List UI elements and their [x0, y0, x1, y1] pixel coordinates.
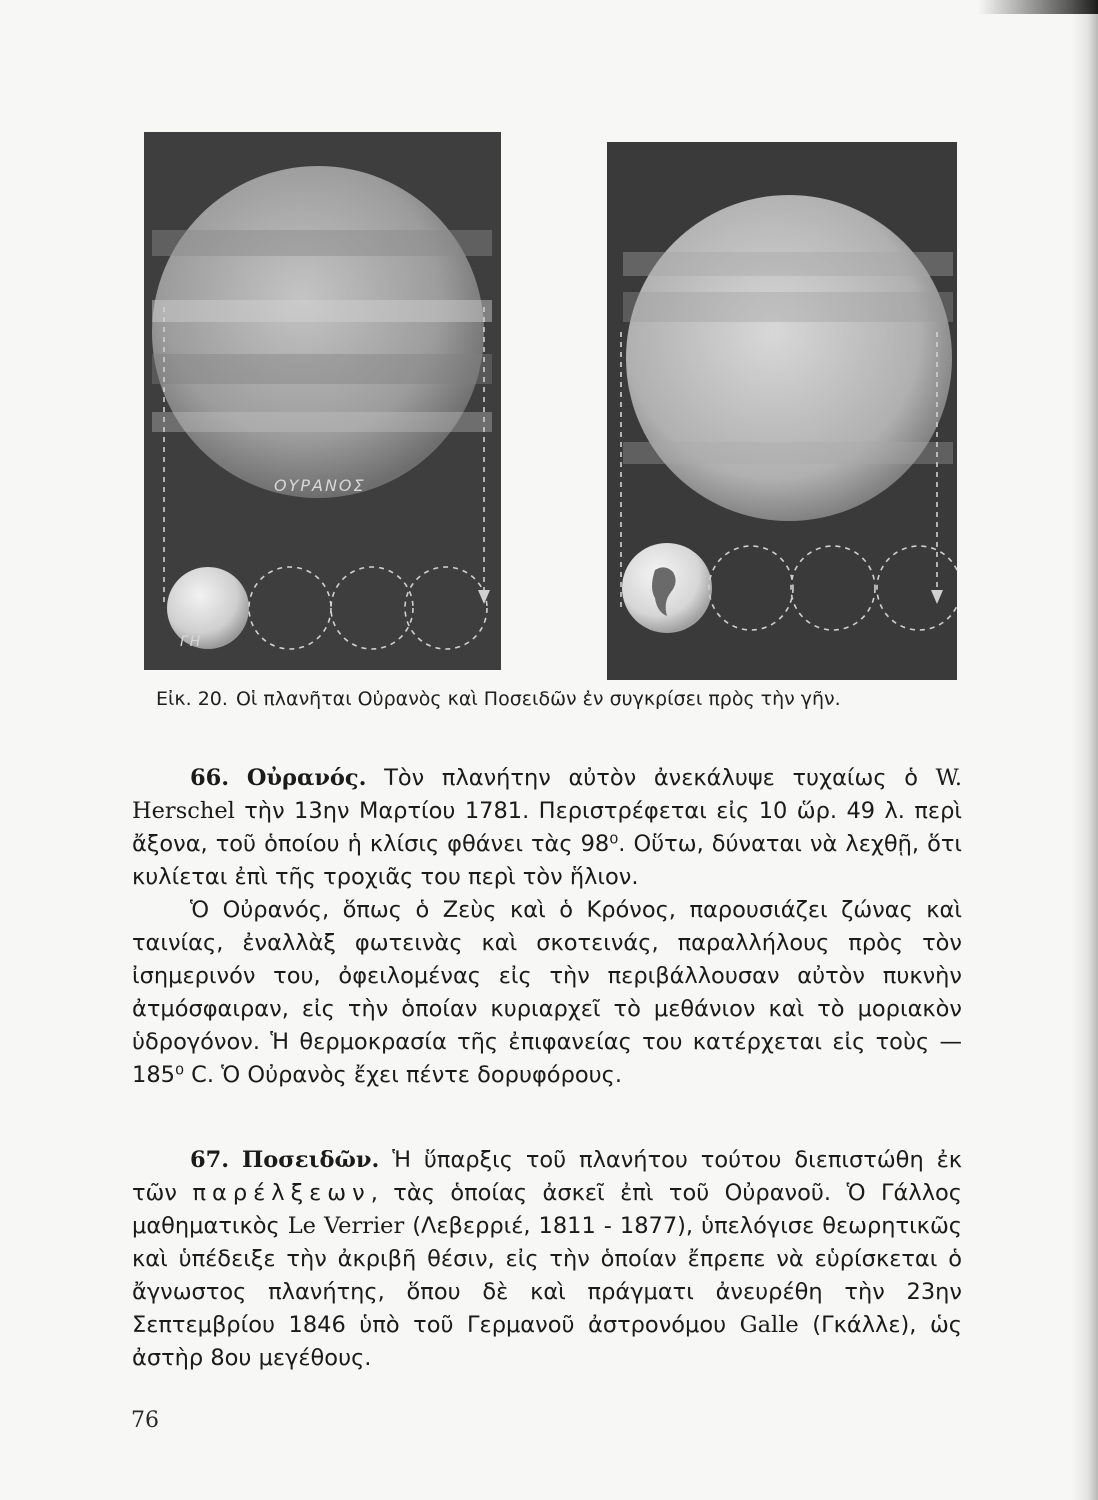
section-67-text-part4: (Γκάλλε), ὡς ἀστὴρ 8ου μεγέθους. [132, 1312, 962, 1371]
figure-number: Εἰκ. 20. [156, 688, 228, 710]
spaced-emphasis-word: παρέλξεων [192, 1180, 371, 1206]
neptune-dark-band [623, 292, 953, 322]
section-67-text-part2: , τὰς ὁποίας ἀσκεῖ ἐπὶ τοῦ Οὐρανοῦ. Ὁ Γάλλος μαθηματικὸς [132, 1180, 962, 1239]
section-67-number: 67. [190, 1147, 230, 1173]
section-67-text-part1: Ἡ ὕπαρξις τοῦ πλανήτου τούτου διεπιστώθη ἐκ τῶν [132, 1147, 963, 1206]
figure-caption [156, 688, 956, 710]
mathematician-name: Le Verrier [287, 1213, 405, 1239]
section-66-text-part1: Τὸν πλανήτην αὐτὸν ἀνεκάλυψε τυχαίως ὁ [384, 765, 918, 791]
uranus-plate [144, 132, 501, 670]
page-number: 76 [131, 1408, 159, 1433]
neptune-dark-band [623, 252, 953, 276]
page-corner-shadow [978, 0, 1098, 14]
uranus-dark-band [152, 354, 492, 384]
section-66-paragraph-2: Ὁ Οὐρανός, ὅπως ὁ Ζεὺς καὶ ὁ Κρόνος, παρουσιάζει ζώνας καὶ ταινίας, ἐναλλὰξ φωτεινὰς καὶ σκοτεινάς, παραλλήλους πρὸς τὸν ἰσημερινόν του, ὀφειλομένας εἰς τὴν περιβάλλουσαν αὐτὸν πυκνὴν ἀτμόσφαιραν, εἰς τὴν ὁποίαν κυριαρχεῖ τὸ μεθάνιον καὶ τὸ μοριακὸν ὑδρογόνον. Ἡ θερμοκρασία τῆς ἐπιφανείας του κατέρχεται εἰς τοὺς — 185⁰ C. Ὁ Οὐρανὸς ἔχει πέντε δορυφόρους. [132, 897, 962, 1088]
uranus-dark-band [152, 230, 492, 256]
section-66-text-part2: τὴν 13ην Μαρτίου 1781. Περιστρέφεται εἰς 10 ὥρ. 49 λ. περὶ ἄξονα, τοῦ ὁποίου ἡ κλίσις φθάνει τὰς 98⁰. Οὕτω, δύναται νὰ λεχθῇ, ὅτι κυλίεται ἐπὶ τῆς τροχιᾶς του περὶ τὸν ἥλιον. [132, 798, 962, 890]
section-66-paragraph-1 [132, 762, 962, 894]
uranus-label: ΟΥΡΑΝΟΣ [274, 476, 366, 495]
earth-label: ΓΗ [180, 634, 203, 650]
section-66-number: 66. [190, 765, 230, 791]
section-67-title: Ποσειδῶν. [242, 1147, 380, 1173]
uranus-disc [152, 166, 484, 498]
neptune-dark-band [623, 442, 953, 464]
section-67-text-part3: (Λεβερριέ, 1811 - 1877), ὑπελόγισε θεωρητικῶς καὶ ὑπέδειξε τὴν ἀκριβῆ θέσιν, εἰς τὴν ὁποίαν ἔπρεπε νὰ εὑρίσκεται ὁ ἄγνωστος πλανήτης, ὅπου δὲ καὶ πράγματι ἀνευρέθη τὴν 23ην Σεπτεμβρίου 1846 ὑπὸ τοῦ Γερμανοῦ ἀστρονόμου [132, 1213, 962, 1338]
uranus-light-band [152, 412, 492, 432]
neptune-disc [626, 195, 952, 521]
astronomer-name: Galle [739, 1312, 799, 1338]
uranus-light-band [152, 300, 492, 322]
neptune-figure [607, 142, 957, 680]
section-67-paragraph [132, 1144, 962, 1375]
neptune-plate [607, 142, 957, 680]
page-edge-shadow [1072, 0, 1098, 1500]
figure-caption-text: Οἱ πλανῆται Οὐρανὸς καὶ Ποσειδῶν ἐν συγκρίσει πρὸς τὴν γῆν. [235, 688, 841, 710]
uranus-figure [144, 132, 501, 670]
section-66-title: Οὐρανός. [246, 765, 367, 791]
discoverer-name: W. Herschel [132, 765, 963, 824]
